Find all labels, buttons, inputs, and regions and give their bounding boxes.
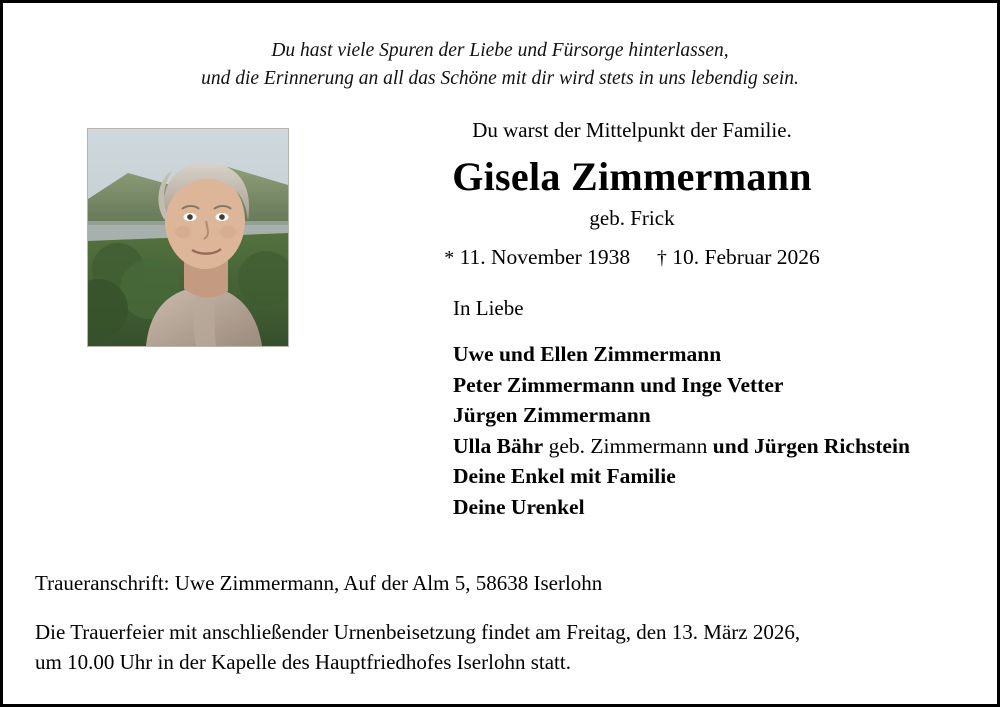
family-member <box>453 431 949 462</box>
motto-line-2: und die Erinnerung an all das Schöne mit dir wird stets in uns lebendig sein. <box>201 67 799 89</box>
funeral-service-info <box>35 618 965 678</box>
family-member-bold-start: Ulla Bähr <box>453 433 544 458</box>
death-date: 10. Februar 2026 <box>672 245 820 270</box>
family-member: Jürgen Zimmermann <box>453 403 651 428</box>
memorial-motto <box>35 37 965 92</box>
death-symbol: † <box>656 247 667 270</box>
family-member: Uwe und Ellen Zimmermann <box>453 342 722 367</box>
family-member: Deine Urenkel <box>453 494 585 519</box>
birth-date: 11. November 1938 <box>459 245 631 270</box>
mourning-address: Traueranschrift: Uwe Zimmermann, Auf der Alm 5, 58638 Iserlohn <box>35 571 603 596</box>
birth-symbol: * <box>444 247 455 270</box>
mourning-intro: In Liebe <box>453 296 524 321</box>
obituary-inner <box>3 3 997 704</box>
motto-line-1: Du hast viele Spuren der Liebe und Fürsorge hinterlassen, <box>271 40 729 61</box>
life-dates <box>315 245 949 270</box>
family-member-maiden: geb. Zimmermann <box>543 433 713 458</box>
family-list <box>453 339 949 522</box>
service-line-2: um 10.00 Uhr in der Kapelle des Hauptfriedhofes Iserlohn statt. <box>35 650 571 675</box>
family-member: Deine Enkel mit Familie <box>453 464 676 489</box>
portrait-image <box>88 129 288 346</box>
deceased-name: Gisela Zimmermann <box>452 154 812 200</box>
portrait-photo <box>87 128 289 347</box>
obituary-text-column <box>315 118 949 522</box>
obituary-body <box>35 118 965 558</box>
deceased-maiden-name: geb. Frick <box>589 206 675 231</box>
family-member: Peter Zimmermann und Inge Vetter <box>453 372 784 397</box>
obituary-footer <box>35 571 965 678</box>
family-member-bold-end: und Jürgen Richstein <box>712 433 910 458</box>
intro-line: Du warst der Mittelpunkt der Familie. <box>472 118 792 143</box>
service-line-1: Die Trauerfeier mit anschließender Urnenbeisetzung findet am Freitag, den 13. März 2026, <box>35 620 801 645</box>
